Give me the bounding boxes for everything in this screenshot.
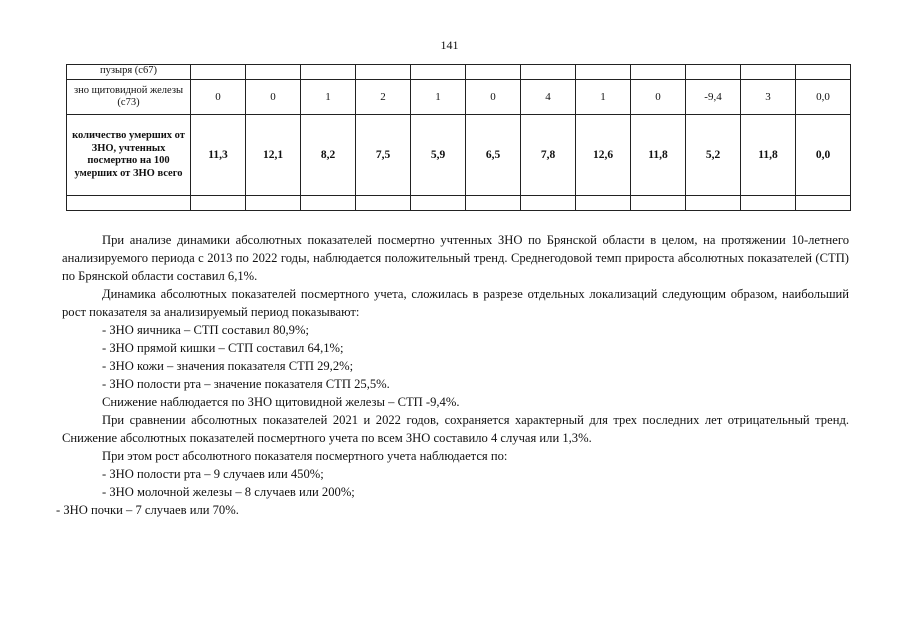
list-item: - ЗНО кожи – значения показателя СТП 29,2%;: [102, 359, 354, 373]
table-cell: [191, 65, 246, 80]
table-cell: -9,4: [686, 80, 741, 115]
table-cell: 7,8: [521, 115, 576, 196]
table-cell: 5,2: [686, 115, 741, 196]
table-cell: [356, 196, 411, 211]
body-text: [56, 231, 849, 519]
table-cell: [686, 196, 741, 211]
table-row: [67, 80, 851, 115]
table-row: [67, 196, 851, 211]
table-cell: 0: [191, 80, 246, 115]
table-row: [67, 115, 851, 196]
paragraph: Снижение наблюдается по ЗНО щитовидной железы – СТП -9,4%.: [102, 395, 460, 409]
paragraph: При этом рост абсолютного показателя посмертного учета наблюдается по:: [102, 449, 508, 463]
table-cell: 0: [466, 80, 521, 115]
paragraph: При анализе динамики абсолютных показателей посмертно учтенных ЗНО по Брянской области в целом, на протяжении 10-летнего анализируемого периода с 2013 по 2022 годы, наблюдается положительный тренд. Среднегодовой темп прироста абсолютных показателей (СТП) по Брянской области составил 6,1%.: [62, 233, 849, 283]
page-number: 141: [440, 38, 459, 52]
row-label: [67, 196, 191, 211]
table-cell: [631, 65, 686, 80]
table-cell: [796, 196, 851, 211]
table-cell: [576, 196, 631, 211]
table-cell: [521, 65, 576, 80]
table-cell: [356, 65, 411, 80]
table-cell: [521, 196, 576, 211]
row-label: количество умерших от ЗНО, учтенных посмертно на 100 умерших от ЗНО всего: [67, 115, 191, 196]
table-cell: [466, 65, 521, 80]
table-cell: [631, 196, 686, 211]
table-cell: 4: [521, 80, 576, 115]
table-cell: 0,0: [796, 115, 851, 196]
list-item: - ЗНО прямой кишки – СТП составил 64,1%;: [102, 341, 344, 355]
table-cell: [411, 196, 466, 211]
table-cell: [411, 65, 466, 80]
table-cell: 1: [301, 80, 356, 115]
table-cell: 0,0: [796, 80, 851, 115]
table-cell: 3: [741, 80, 796, 115]
table-cell: 0: [631, 80, 686, 115]
row-label: зно щитовидной железы (с73): [67, 80, 191, 115]
table-cell: 0: [246, 80, 301, 115]
table-cell: 11,8: [741, 115, 796, 196]
table-cell: 6,5: [466, 115, 521, 196]
table-row: [67, 65, 851, 80]
table-cell: [796, 65, 851, 80]
list-item: - ЗНО молочной железы – 8 случаев или 200%;: [102, 485, 355, 499]
table-cell: 12,6: [576, 115, 631, 196]
table-cell: 11,8: [631, 115, 686, 196]
table-cell: 1: [411, 80, 466, 115]
table-cell: [246, 196, 301, 211]
table-cell: [686, 65, 741, 80]
table-cell: [191, 196, 246, 211]
table-cell: 7,5: [356, 115, 411, 196]
table-cell: [301, 65, 356, 80]
paragraph: Динамика абсолютных показателей посмертного учета, сложилась в разрезе отдельных локализаций следующим образом, наибольший рост показателя за анализируемый период показывают:: [62, 287, 849, 319]
table-cell: [741, 65, 796, 80]
table-cell: 12,1: [246, 115, 301, 196]
table-cell: [576, 65, 631, 80]
table-cell: [246, 65, 301, 80]
table-cell: 2: [356, 80, 411, 115]
table-cell: 1: [576, 80, 631, 115]
table-cell: [466, 196, 521, 211]
list-item: - ЗНО полости рта – 9 случаев или 450%;: [102, 467, 324, 481]
table-cell: [301, 196, 356, 211]
list-item: - ЗНО яичника – СТП составил 80,9%;: [102, 323, 309, 337]
list-item: - ЗНО почки – 7 случаев или 70%.: [56, 503, 239, 517]
table-cell: 8,2: [301, 115, 356, 196]
table-cell: 11,3: [191, 115, 246, 196]
paragraph: При сравнении абсолютных показателей 2021 и 2022 годов, сохраняется характерный для трех последних лет отрицательный тренд. Снижение абсолютных показателей посмертного учета по всем ЗНО составило 4 случая или 1,3%.: [62, 413, 849, 445]
table-cell: [741, 196, 796, 211]
data-table: [66, 64, 851, 211]
list-item: - ЗНО полости рта – значение показателя СТП 25,5%.: [102, 377, 390, 391]
row-label: пузыря (с67): [67, 65, 191, 80]
table-cell: 5,9: [411, 115, 466, 196]
